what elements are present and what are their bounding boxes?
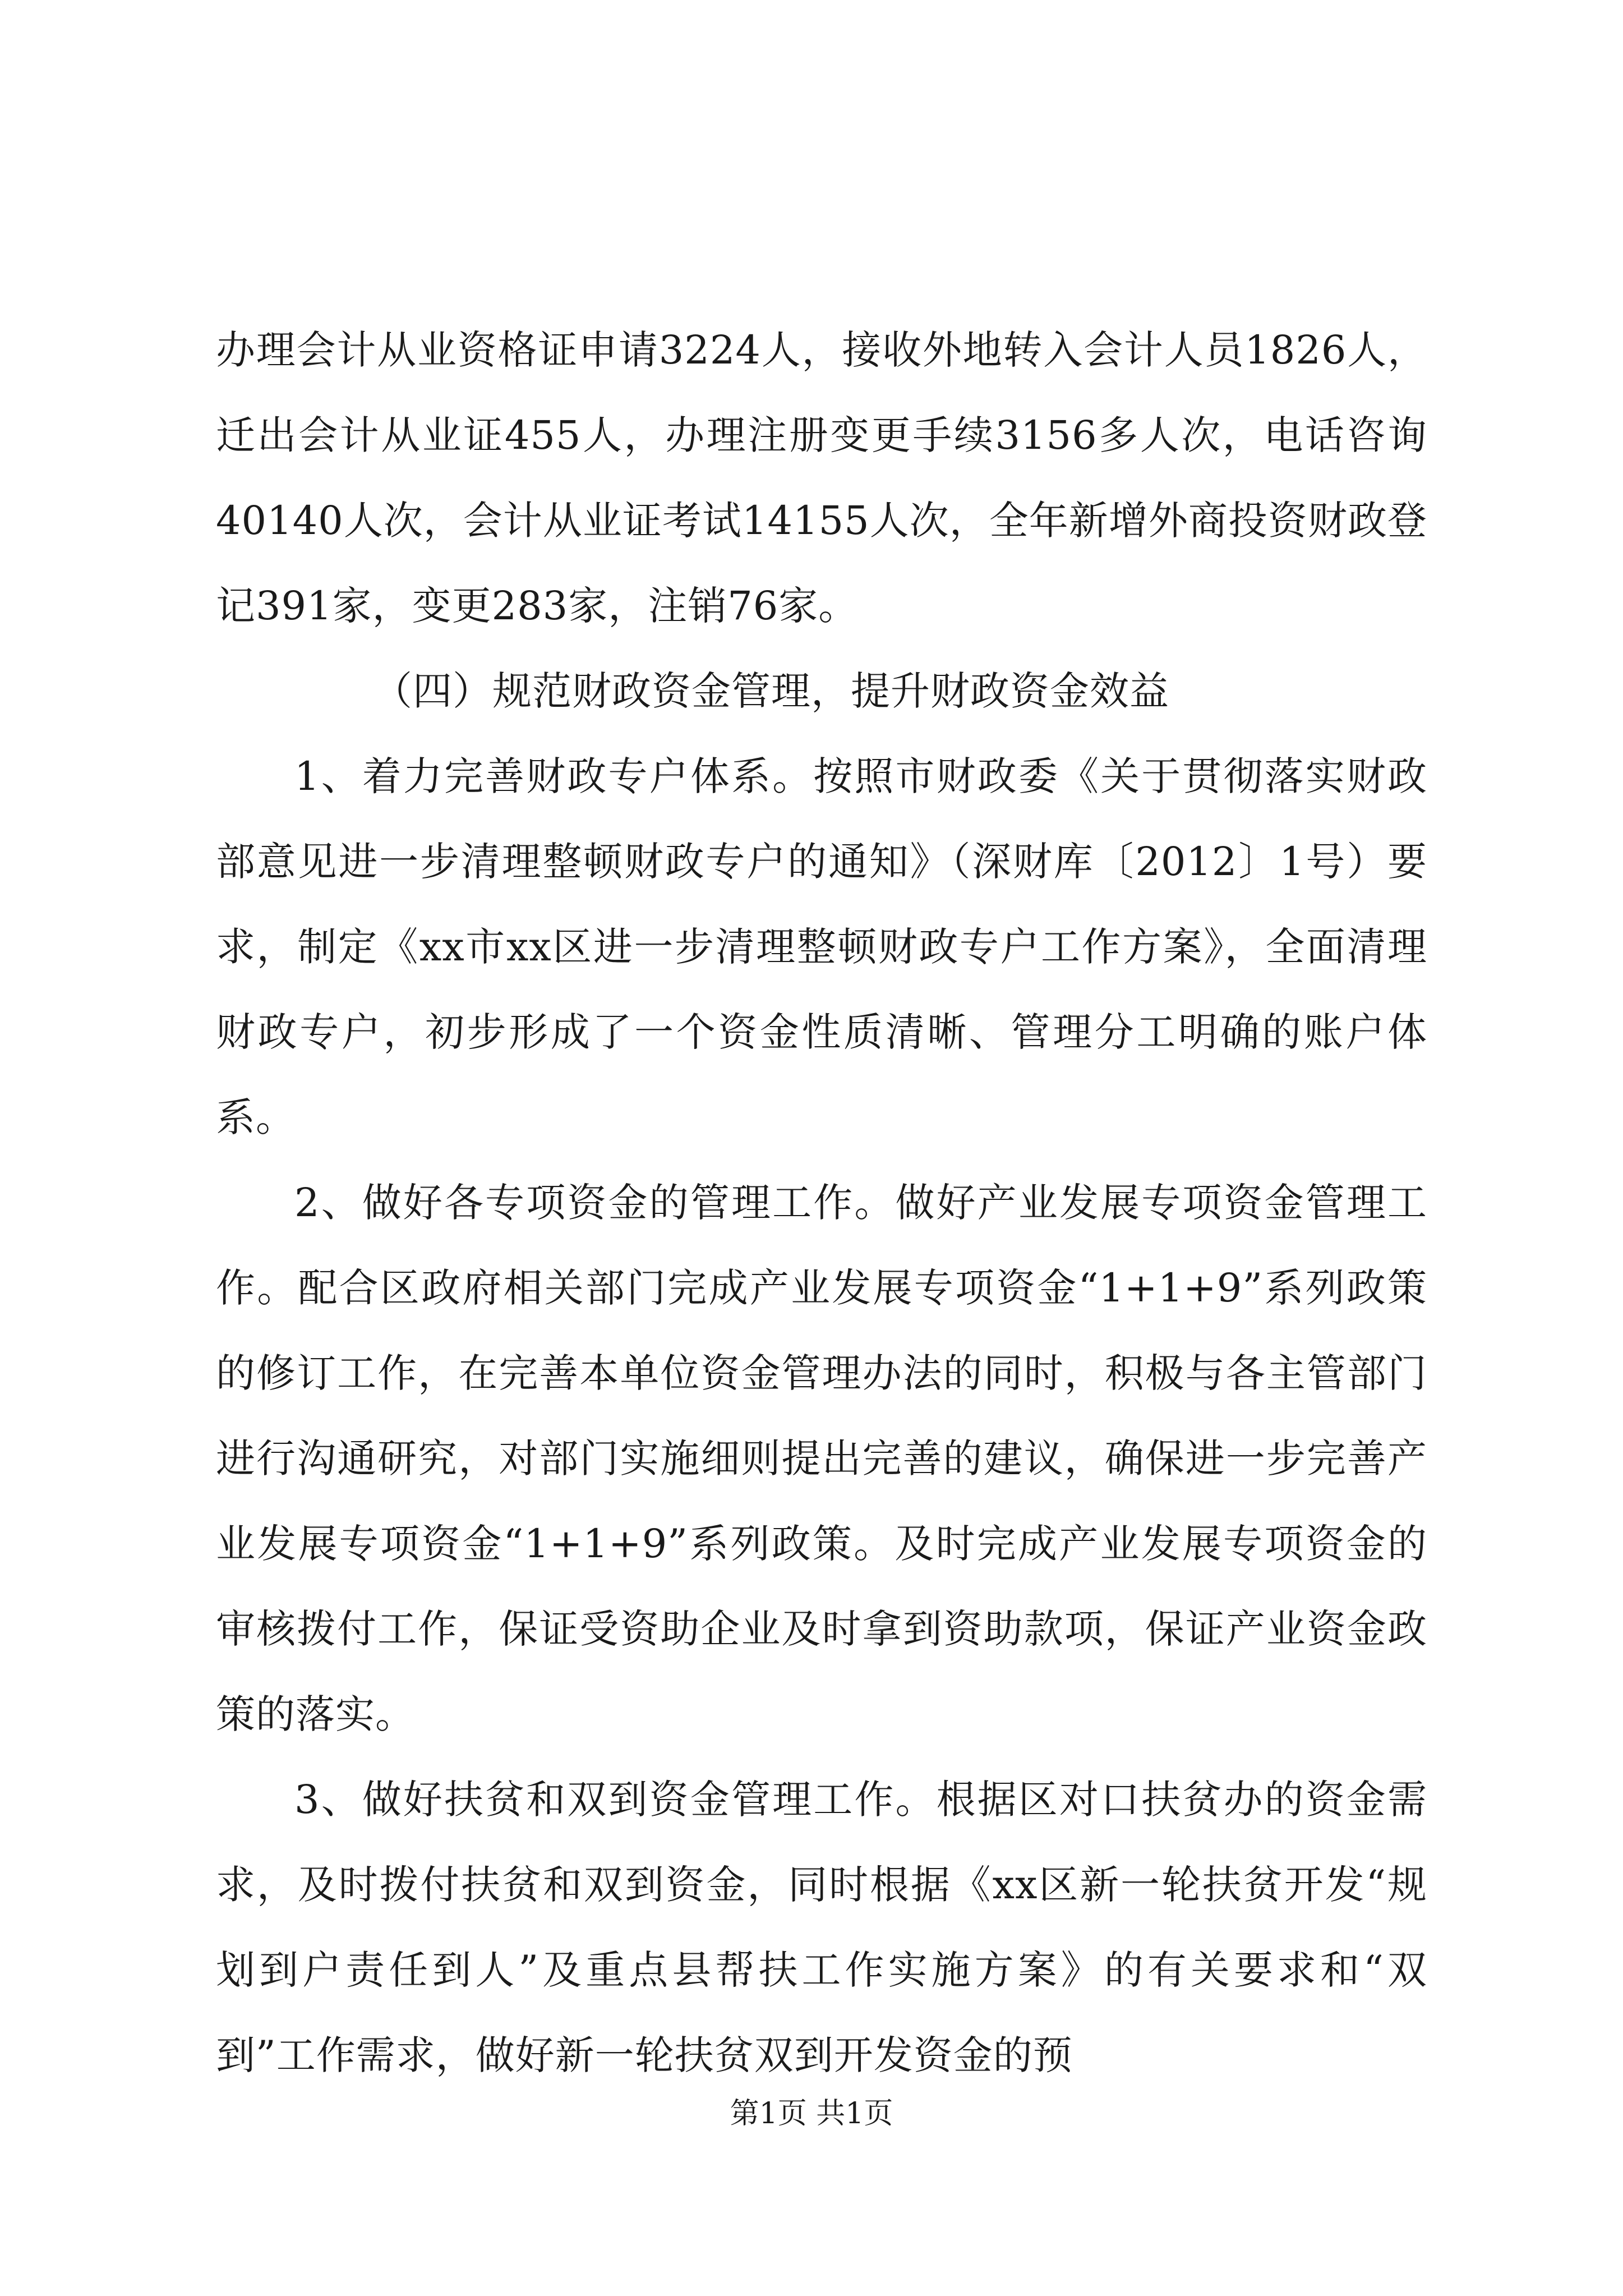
paragraph-item-2: 2、做好各专项资金的管理工作。做好产业发展专项资金管理工作。配合区政府相关部门完成产业发展专项资金“1+1+9”系列政策的修订工作，在完善本单位资金管理办法的同时，积极与各主管部门进行沟通研究，对部门实施细则提出完善的建议，确保进一步完善产业发展专项资金“1+1+9”系列政策。及时完成产业发展专项资金的审核拨付工作，保证受资助企业及时拿到资助款项，保证产业资金政策的落实。 — [216, 1180, 1427, 1737]
paragraph-accounting-stats: 办理会计从业资格证申请3224人，接收外地转入会计人员1826人，迁出会计从业证455人，办理注册变更手续3156多人次，电话咨询40140人次，会计从业证考试14155人次，全年新增外商投资财政登记391家，变更283家，注销76家。 — [216, 327, 1427, 629]
document-body — [216, 307, 1427, 2098]
page-footer: 第1页 共1页 — [730, 2097, 893, 2131]
section-heading-four: （四）规范财政资金管理，提升财政资金效益 — [373, 668, 1169, 714]
paragraph-item-1: 1、着力完善财政专户体系。按照市财政委《关于贯彻落实财政部意见进一步清理整顿财政专户的通知》（深财库〔2012〕1号）要求，制定《xx市xx区进一步清理整顿财政专户工作方案》，全面清理财政专户，初步形成了一个资金性质清晰、管理分工明确的账户体系。 — [216, 753, 1427, 1140]
paragraph-item-3: 3、做好扶贫和双到资金管理工作。根据区对口扶贫办的资金需求，及时拨付扶贫和双到资金，同时根据《xx区新一轮扶贫开发“规划到户责任到人”及重点县帮扶工作实施方案》的有关要求和“双到”工作需求，做好新一轮扶贫双到开发资金的预 — [216, 1777, 1427, 2078]
